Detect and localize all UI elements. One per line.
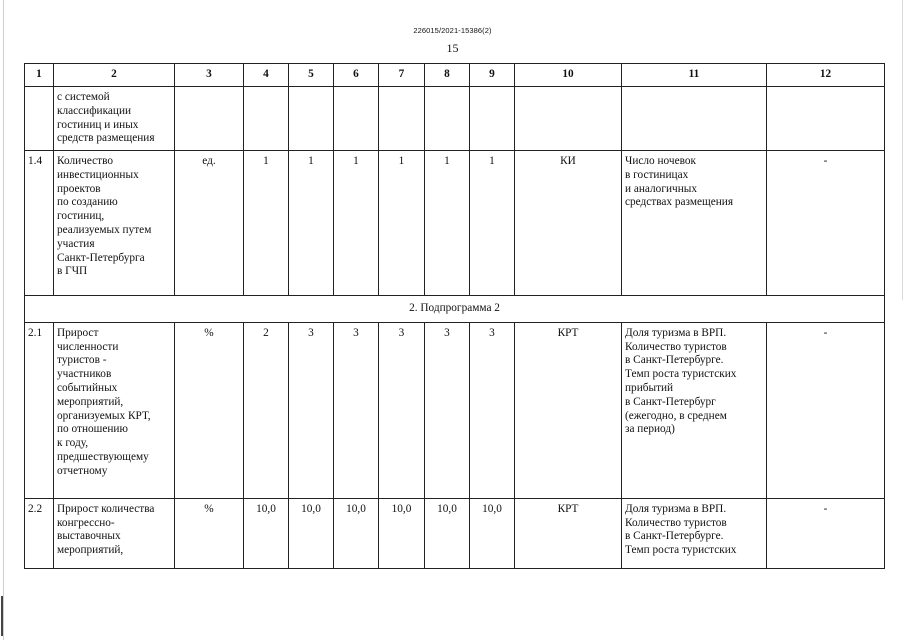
- unit-cell: [175, 87, 244, 151]
- value-cell: [334, 87, 379, 151]
- name-line: средств размещения: [57, 132, 155, 145]
- header-row: [25, 64, 885, 87]
- name-line: реализуемых путем: [57, 223, 152, 236]
- indicator-name: [54, 87, 175, 151]
- header-cell: 11: [622, 64, 767, 87]
- name-line: конгрессно-: [57, 516, 115, 529]
- value-cell: 3: [470, 322, 515, 498]
- value-cell: 3: [334, 322, 379, 498]
- row-number: 1.4: [25, 151, 54, 296]
- table-row: [25, 151, 885, 296]
- value-cell: 1: [470, 151, 515, 296]
- related-indicators: [622, 498, 767, 568]
- indicator-line: Темп роста туристских: [625, 368, 737, 381]
- header-cell: 10: [515, 64, 622, 87]
- value-cell: [470, 87, 515, 151]
- indicator-line: Темп роста туристских: [625, 544, 737, 557]
- scan-edge-mark: [1, 596, 3, 636]
- header-cell: 8: [425, 64, 470, 87]
- value-cell: 1: [289, 151, 334, 296]
- indicator-line: в Санкт-Петербурге.: [625, 354, 724, 367]
- source-cell: [515, 87, 622, 151]
- indicator-line: Число ночевок: [625, 155, 697, 167]
- name-line: Прирост: [57, 326, 99, 339]
- value-cell: 10,0: [425, 498, 470, 568]
- source-cell: КИ: [515, 151, 622, 296]
- indicator-line: (ежегодно, в среднем: [625, 409, 727, 422]
- name-line: Количество: [57, 155, 113, 167]
- value-cell: 10,0: [470, 498, 515, 568]
- value-cell: 1: [244, 151, 289, 296]
- name-line: в ГЧП: [57, 265, 88, 278]
- header-cell: 12: [767, 64, 885, 87]
- row-number: 2.2: [25, 498, 54, 568]
- value-cell: 3: [289, 322, 334, 498]
- header-cell: 7: [379, 64, 425, 87]
- indicator-line: и аналогичных: [625, 182, 697, 195]
- indicator-line: в Санкт-Петербурге.: [625, 530, 724, 543]
- name-line: участников: [57, 368, 112, 381]
- value-cell: 10,0: [334, 498, 379, 568]
- name-line: с системой: [57, 91, 110, 103]
- unit-cell: ед.: [175, 151, 244, 296]
- related-indicators: [622, 322, 767, 498]
- name-line: классификации: [57, 104, 132, 117]
- indicator-line: Доля туризма в ВРП.: [625, 326, 727, 339]
- name-line: гостиниц,: [57, 210, 105, 223]
- table-row: [25, 498, 885, 568]
- source-cell: КРТ: [515, 498, 622, 568]
- name-line: по созданию: [57, 196, 118, 209]
- note-cell: [767, 87, 885, 151]
- source-cell: КРТ: [515, 322, 622, 498]
- indicator-line: Количество туристов: [625, 516, 727, 529]
- name-line: гостиниц и иных: [57, 118, 139, 131]
- indicator-line: прибытий: [625, 381, 674, 394]
- value-cell: 2: [244, 322, 289, 498]
- indicator-name: [54, 498, 175, 568]
- name-line: по отношению: [57, 423, 128, 436]
- name-line: отчетному: [57, 464, 108, 477]
- name-line: мероприятий,: [57, 395, 124, 408]
- value-cell: 10,0: [289, 498, 334, 568]
- scan-left-edge: [3, 0, 4, 640]
- name-line: Санкт-Петербурга: [57, 251, 145, 264]
- page-number: 15: [446, 41, 459, 55]
- name-line: численности: [57, 340, 119, 353]
- indicators-table: [24, 63, 885, 569]
- value-cell: [244, 87, 289, 151]
- indicator-line: в гостиницах: [625, 168, 689, 181]
- subprogram-row: [25, 296, 885, 323]
- header-cell: 9: [470, 64, 515, 87]
- related-indicators: [622, 151, 767, 296]
- unit-cell: %: [175, 498, 244, 568]
- value-cell: 10,0: [244, 498, 289, 568]
- value-cell: 1: [379, 151, 425, 296]
- unit-cell: %: [175, 322, 244, 498]
- name-line: туристов -: [57, 354, 107, 367]
- name-line: участия: [57, 237, 95, 250]
- related-indicators: [622, 87, 767, 151]
- name-line: инвестиционных: [57, 168, 139, 181]
- name-line: мероприятий,: [57, 544, 124, 557]
- value-cell: [379, 87, 425, 151]
- name-line: организуемых КРТ,: [57, 409, 151, 422]
- header-cell: 2: [54, 64, 175, 87]
- value-cell: [425, 87, 470, 151]
- header-cell: 1: [25, 64, 54, 87]
- indicator-line: средствах размещения: [625, 196, 734, 209]
- header-cell: 5: [289, 64, 334, 87]
- name-line: предшествующему: [57, 450, 149, 463]
- note-cell: -: [767, 151, 885, 296]
- name-line: событийных: [57, 381, 118, 394]
- indicator-line: Доля туризма в ВРП.: [625, 502, 727, 515]
- indicator-line: Количество туристов: [625, 340, 727, 353]
- indicator-name: [54, 151, 175, 296]
- name-line: к году,: [57, 437, 89, 450]
- indicator-name: [54, 322, 175, 498]
- name-line: Прирост количества: [57, 502, 155, 515]
- name-line: проектов: [57, 182, 101, 195]
- document-id: 226015/2021-15386(2): [413, 26, 492, 35]
- name-line: выставочных: [57, 530, 121, 543]
- note-cell: -: [767, 498, 885, 568]
- header-cell: 3: [175, 64, 244, 87]
- value-cell: 3: [425, 322, 470, 498]
- note-cell: -: [767, 322, 885, 498]
- header-cell: 6: [334, 64, 379, 87]
- table-row: [25, 87, 885, 151]
- value-cell: 10,0: [379, 498, 425, 568]
- table-row: [25, 322, 885, 498]
- value-cell: 1: [334, 151, 379, 296]
- value-cell: 1: [425, 151, 470, 296]
- value-cell: 3: [379, 322, 425, 498]
- row-number: 2.1: [25, 322, 54, 498]
- subprogram-title: 2. Подпрограмма 2: [25, 296, 885, 323]
- header-cell: 4: [244, 64, 289, 87]
- value-cell: [289, 87, 334, 151]
- indicator-line: в Санкт-Петербург: [625, 395, 716, 408]
- indicator-line: за период): [625, 423, 675, 436]
- row-number: [25, 87, 54, 151]
